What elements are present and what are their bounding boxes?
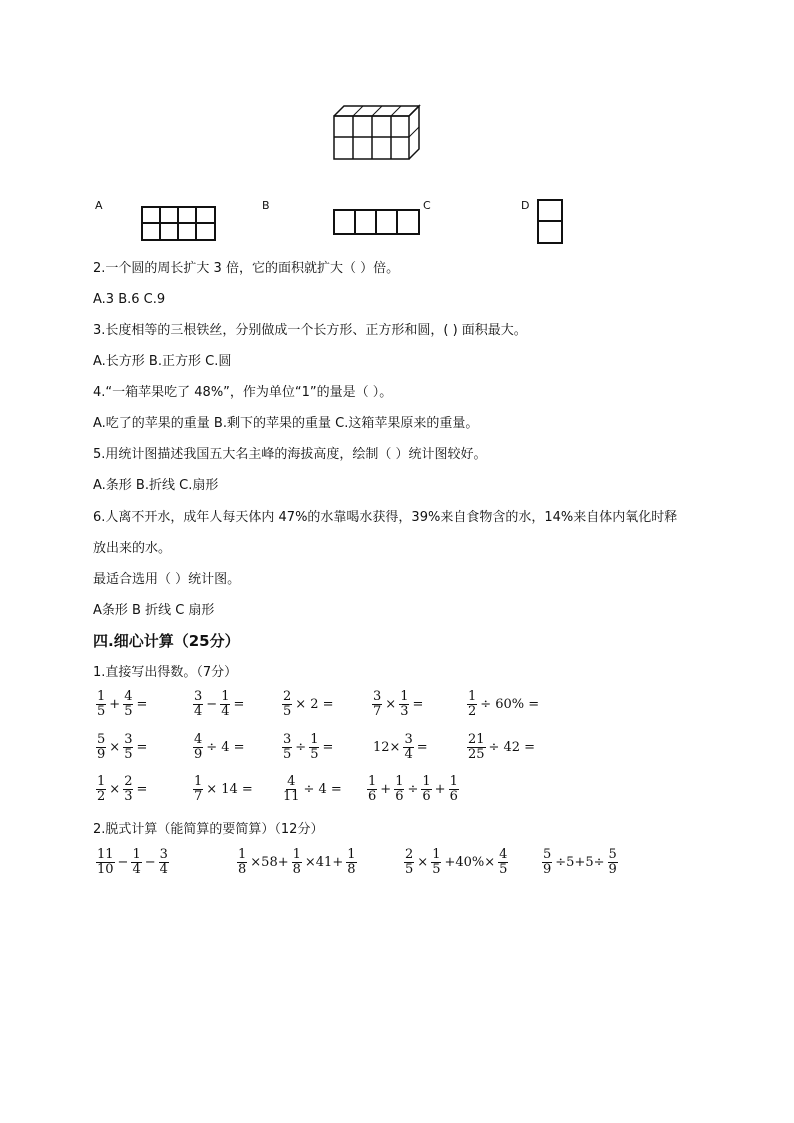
fraction [421, 775, 431, 804]
math-text: = [136, 697, 148, 712]
fraction-numerator: 4 [194, 732, 203, 747]
math-text: ÷ [206, 740, 218, 755]
oral-item [95, 690, 149, 719]
fraction-denominator: 4 [159, 862, 168, 877]
math-text: ×58+ [250, 855, 289, 870]
fraction-numerator: 5 [608, 847, 617, 862]
fraction-denominator: 2 [97, 789, 106, 804]
fraction [123, 690, 133, 719]
math-text: ÷ [295, 740, 307, 755]
math-text: × [295, 697, 307, 712]
fraction [394, 775, 404, 804]
fraction-denominator: 6 [395, 789, 404, 804]
fraction-numerator: 1 [400, 689, 409, 704]
fraction-denominator: 3 [400, 704, 409, 719]
oral-item [366, 775, 460, 804]
fraction [542, 848, 552, 877]
oral-item [95, 733, 149, 762]
fraction-numerator: 3 [159, 847, 168, 862]
fraction-numerator: 1 [468, 689, 477, 704]
fraction [608, 848, 618, 877]
fraction-numerator: 1 [194, 774, 203, 789]
question-4: 4.“一箱苹果吃了 48%”，作为单位“1”的量是（ ）。 [93, 385, 393, 400]
math-text: 4 = [221, 740, 245, 755]
math-text: − [117, 855, 129, 870]
math-text: = [412, 697, 424, 712]
fraction-denominator: 4 [194, 704, 203, 719]
fraction-denominator: 5 [405, 862, 414, 877]
section-4-title: 四.细心计算（25分） [93, 632, 240, 650]
fraction-denominator: 5 [124, 704, 133, 719]
fraction [193, 733, 203, 762]
question-6-line-3: 最适合选用（ ）统计图。 [93, 572, 241, 587]
fraction-denominator: 9 [194, 747, 203, 762]
question-3-options: A.长方形 B.正方形 C.圆 [93, 354, 232, 369]
oral-item [281, 775, 344, 804]
math-text: = [136, 740, 148, 755]
math-text: ÷ [407, 782, 419, 797]
fraction-denominator: 7 [373, 704, 382, 719]
fraction [282, 690, 292, 719]
fraction-numerator: 4 [124, 689, 133, 704]
math-text: + [434, 782, 446, 797]
fraction [131, 848, 141, 877]
fraction-denominator: 5 [124, 747, 133, 762]
fraction-denominator: 5 [97, 704, 106, 719]
option-label-d: D [521, 199, 530, 212]
fraction-numerator: 3 [373, 689, 382, 704]
fraction-denominator: 5 [310, 747, 319, 762]
fraction-numerator: 4 [287, 774, 296, 789]
oral-item [192, 775, 255, 804]
fraction-numerator: 21 [468, 732, 485, 747]
math-text: 12× [373, 740, 401, 755]
math-text: + [109, 697, 121, 712]
fraction-numerator: 1 [292, 847, 301, 862]
question-4-options: A.吃了的苹果的重量 B.剩下的苹果的重量 C.这箱苹果原来的重量。 [93, 416, 479, 431]
math-text: × [385, 697, 397, 712]
fraction-numerator: 3 [404, 732, 413, 747]
fraction-numerator: 1 [395, 774, 404, 789]
oral-item [371, 733, 430, 762]
fraction [193, 690, 203, 719]
question-5-options: A.条形 B.折线 C.扇形 [93, 478, 219, 493]
oral-item [371, 690, 425, 719]
fraction-numerator: 1 [368, 774, 377, 789]
math-text: × [206, 782, 218, 797]
fraction [367, 775, 377, 804]
fraction-numerator: 3 [283, 732, 292, 747]
fraction [431, 848, 441, 877]
section-4-part-1-title: 1.直接写出得数。（7分） [93, 665, 238, 680]
question-2: 2.一个圆的周长扩大 3 倍，它的面积就扩大（ ）倍。 [93, 261, 400, 276]
fraction-denominator: 4 [132, 862, 141, 877]
fraction [159, 848, 169, 877]
math-text: ×41+ [304, 855, 344, 870]
question-5: 5.用统计图描述我国五大名主峰的海拔高度，绘制（ ）统计图较好。 [93, 447, 487, 462]
math-text: + [380, 782, 392, 797]
fraction-numerator: 1 [132, 847, 141, 862]
fraction-numerator: 11 [97, 847, 114, 862]
fraction-numerator: 1 [97, 774, 106, 789]
option-label-b: B [262, 199, 270, 212]
fraction-numerator: 4 [499, 847, 508, 862]
fraction-denominator: 4 [221, 704, 230, 719]
math-text: = [233, 697, 245, 712]
math-text: +40%× [444, 855, 496, 870]
fraction-denominator: 8 [238, 862, 247, 877]
fraction-denominator: 5 [283, 747, 292, 762]
fraction [282, 733, 292, 762]
question-3: 3.长度相等的三根铁丝，分别做成一个长方形、正方形和圆，( ) 面积最大。 [93, 323, 527, 338]
fraction [220, 690, 230, 719]
fraction-denominator: 3 [124, 789, 133, 804]
fraction-numerator: 3 [124, 732, 133, 747]
question-6-line-1: 6.人离不开水，成年人每天体内 47%的水靠喝水获得，39%来自食物含的水，14%来自体内氧化时释 [93, 510, 678, 525]
math-text: ÷5+5÷ [555, 855, 605, 870]
oral-item [95, 775, 149, 804]
section-4-part-2-title: 2.脱式计算（能简算的要简算）（12分） [93, 822, 324, 837]
fraction [403, 733, 413, 762]
fraction-denominator: 6 [449, 789, 458, 804]
fraction [399, 690, 409, 719]
fraction [123, 775, 133, 804]
math-text: 42 = [503, 740, 536, 755]
fraction [467, 733, 486, 762]
fraction-denominator: 7 [194, 789, 203, 804]
fraction-denominator: 2 [468, 704, 477, 719]
fraction [282, 775, 301, 804]
fraction [96, 690, 106, 719]
fraction [346, 848, 356, 877]
math-text: 4 = [318, 782, 342, 797]
fraction [123, 733, 133, 762]
oral-item [192, 690, 246, 719]
oral-item [281, 690, 335, 719]
fraction [498, 848, 508, 877]
math-text: × [417, 855, 429, 870]
math-text: = [416, 740, 428, 755]
fraction [372, 690, 382, 719]
fraction-denominator: 5 [432, 862, 441, 877]
fraction-numerator: 1 [97, 689, 106, 704]
fraction-denominator: 11 [283, 789, 300, 804]
fraction-denominator: 25 [468, 747, 485, 762]
fraction-numerator: 1 [347, 847, 356, 862]
fraction-denominator: 8 [347, 862, 356, 877]
step-calc-4 [541, 848, 619, 877]
math-text: = [322, 740, 334, 755]
fraction-numerator: 1 [221, 689, 230, 704]
oral-item [192, 733, 246, 762]
fraction-numerator: 5 [543, 847, 552, 862]
oral-item [281, 733, 335, 762]
fraction-denominator: 9 [608, 862, 617, 877]
fraction-numerator: 1 [432, 847, 441, 862]
option-d-side-view [537, 199, 565, 246]
step-calc-1 [95, 848, 170, 877]
math-text: × [109, 740, 121, 755]
fraction-denominator: 6 [422, 789, 431, 804]
fraction [449, 775, 459, 804]
fraction [237, 848, 247, 877]
step-calc-2 [236, 848, 358, 877]
fraction-denominator: 10 [97, 862, 114, 877]
math-text: ÷ [488, 740, 500, 755]
fraction [404, 848, 414, 877]
fraction-numerator: 1 [422, 774, 431, 789]
math-text: − [144, 855, 156, 870]
oral-item [466, 690, 541, 719]
fraction [467, 690, 477, 719]
math-text: × [109, 782, 121, 797]
fraction-numerator: 1 [238, 847, 247, 862]
math-text: ÷ [303, 782, 315, 797]
question-2-options: A.3 B.6 C.9 [93, 292, 166, 307]
fraction-numerator: 1 [449, 774, 458, 789]
step-calc-3 [403, 848, 509, 877]
math-text: 2 = [310, 697, 334, 712]
fraction [292, 848, 302, 877]
fraction-denominator: 8 [292, 862, 301, 877]
fraction-denominator: 5 [499, 862, 508, 877]
question-6-line-2: 放出来的水。 [93, 541, 172, 556]
math-text: − [206, 697, 218, 712]
fraction-numerator: 2 [124, 774, 133, 789]
fraction-numerator: 5 [97, 732, 106, 747]
oral-item [466, 733, 537, 762]
question-6-options: A条形 B 折线 C 扇形 [93, 603, 215, 618]
math-text: 14 = [221, 782, 253, 797]
fraction-denominator: 9 [97, 747, 106, 762]
option-b-top-view [333, 209, 421, 236]
fraction-numerator: 2 [283, 689, 292, 704]
math-text: 60% = [495, 697, 540, 712]
cuboid-figure [333, 104, 423, 164]
fraction-denominator: 4 [404, 747, 413, 762]
fraction [96, 733, 106, 762]
option-label-c: C [423, 199, 431, 212]
fraction-numerator: 1 [310, 732, 319, 747]
fraction [96, 775, 106, 804]
option-label-a: A [95, 199, 103, 212]
fraction [193, 775, 203, 804]
fraction [309, 733, 319, 762]
math-text: = [136, 782, 148, 797]
math-text: ÷ [480, 697, 492, 712]
fraction-denominator: 6 [368, 789, 377, 804]
fraction-numerator: 3 [194, 689, 203, 704]
fraction [96, 848, 115, 877]
option-a-front-view [141, 206, 217, 242]
fraction-denominator: 5 [283, 704, 292, 719]
fraction-denominator: 9 [543, 862, 552, 877]
fraction-numerator: 2 [405, 847, 414, 862]
